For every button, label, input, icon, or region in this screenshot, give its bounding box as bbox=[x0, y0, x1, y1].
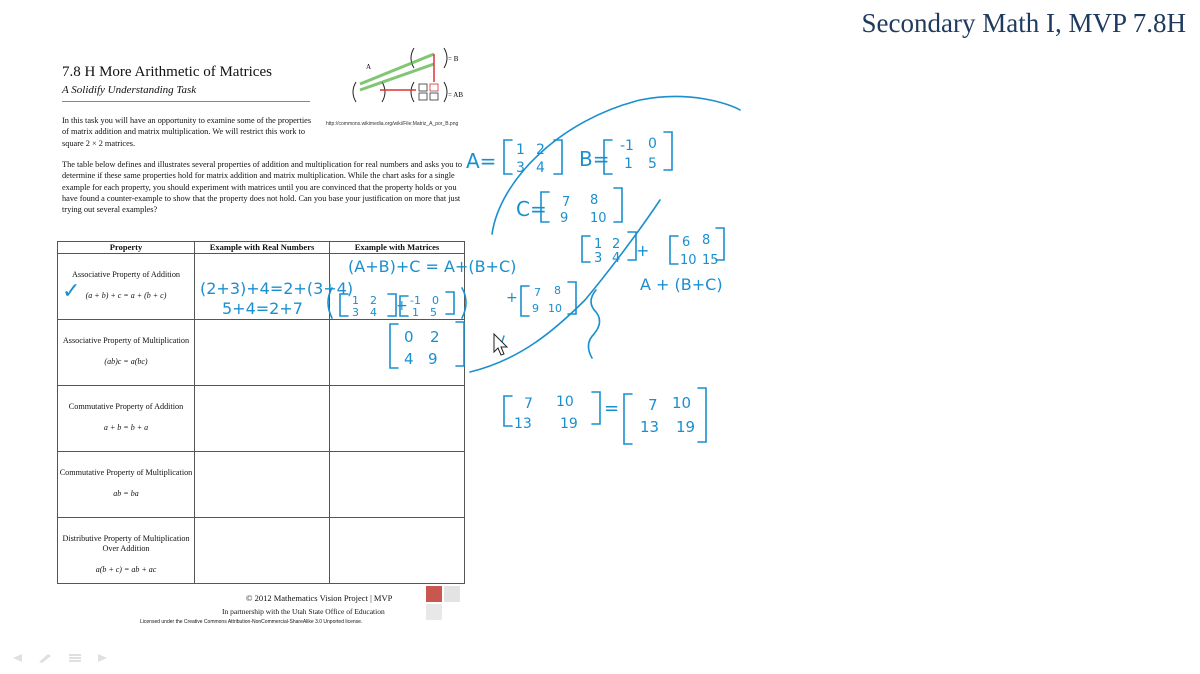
bc-matrix-a-11: 1 bbox=[594, 237, 603, 252]
ink-curve-top bbox=[492, 97, 740, 235]
table-row bbox=[58, 386, 465, 452]
real-example-cell bbox=[195, 518, 330, 584]
matrix-product-diagram bbox=[352, 42, 482, 114]
logo-square-red bbox=[426, 586, 442, 602]
title-divider bbox=[62, 101, 310, 102]
logo-square-light bbox=[426, 604, 442, 620]
def-c-label: C= bbox=[516, 197, 547, 221]
matrix-example-cell bbox=[330, 254, 465, 320]
row1-c-21: 9 bbox=[532, 302, 539, 315]
property-name: Distributive Property of Multiplication Over Addition bbox=[62, 534, 190, 553]
intro-paragraph: In this task you will have an opportunity to examine some of the properties of matrix addition and matrix multiplication. We will restrict this work to square 2 × 2 matrices. bbox=[62, 116, 312, 148]
row1-a-11: 1 bbox=[352, 294, 359, 307]
matrix-bc-11: 6 bbox=[682, 235, 691, 250]
header-matrices: Example with Matrices bbox=[330, 242, 465, 254]
bc-matrix-a-21: 3 bbox=[594, 251, 603, 266]
property-cell bbox=[58, 320, 195, 386]
diagram-label-ab: = AB bbox=[448, 91, 464, 99]
diagram-label-b: = B bbox=[448, 55, 459, 63]
image-credit: http://commons.wikimedia.org/wiki/File:Matriz_A_por_B.png bbox=[326, 121, 459, 127]
row1-b-12: 0 bbox=[432, 294, 439, 307]
checkmark-icon: ✓ bbox=[62, 279, 81, 304]
property-formula: a + b = b + a bbox=[103, 423, 149, 432]
document-title: 7.8 H More Arithmetic of Matrices bbox=[62, 64, 272, 80]
result-right-22: 19 bbox=[676, 418, 696, 436]
property-cell bbox=[58, 452, 195, 518]
matrix-c-22: 10 bbox=[590, 211, 607, 226]
matrix-example-cell bbox=[330, 452, 465, 518]
property-name: Commutative Property of Addition bbox=[68, 402, 184, 411]
footer-license: Licensed under the Creative Commons Attribution-NonCommercial-ShareAlike 3.0 Unported license. bbox=[140, 619, 363, 625]
real-example-line2: 5+4=2+7 bbox=[222, 299, 303, 318]
row1-b-22: 5 bbox=[430, 306, 437, 319]
matrix-c-11: 7 bbox=[562, 195, 571, 210]
property-formula: ab = ba bbox=[113, 489, 139, 498]
property-formula: a(b + c) = ab + ac bbox=[95, 565, 157, 574]
matrix-example-cell bbox=[330, 386, 465, 452]
real-example-line1: (2+3)+4=2+(3+4) bbox=[200, 279, 354, 298]
prev-slide-icon[interactable] bbox=[10, 650, 24, 660]
result-left-11: 7 bbox=[524, 396, 533, 412]
matrix-example-cell bbox=[330, 320, 465, 386]
sum-ab-21: 4 bbox=[404, 350, 414, 368]
bc-matrix-a-22: 4 bbox=[612, 251, 621, 266]
real-example-cell bbox=[195, 320, 330, 386]
table-header-row bbox=[58, 242, 465, 254]
result-left-21: 13 bbox=[514, 416, 532, 432]
instructions-paragraph: The table below defines and illustrates several properties of addition and multiplication for real numbers and asks you to determine if these same properties hold for matrix addition and matrix multiplication. While the chart asks for a single example for each property, you should experiment with matrices until you are convinced that the property holds or you have found a counter-example to show that the property does not hold. Can you base your justification on more that just trying out several examples? bbox=[62, 160, 462, 215]
row1-c-12: 8 bbox=[554, 284, 561, 297]
table-row bbox=[58, 320, 465, 386]
next-slide-icon[interactable] bbox=[96, 650, 110, 660]
ink-brace bbox=[588, 290, 599, 358]
matrix-c-21: 9 bbox=[560, 211, 569, 226]
table-row bbox=[58, 518, 465, 584]
ink-curve-mid bbox=[470, 200, 660, 372]
matrix-a-11: 1 bbox=[516, 142, 525, 158]
row1-b-11: -1 bbox=[410, 294, 421, 307]
row1-c-11: 7 bbox=[534, 286, 541, 299]
matrix-b-12: 0 bbox=[648, 136, 657, 152]
matrix-b-11: -1 bbox=[620, 138, 634, 154]
row1-a-12: 2 bbox=[370, 294, 377, 307]
matrix-bc-21: 10 bbox=[680, 253, 697, 268]
course-title: Secondary Math I, MVP 7.8H bbox=[861, 8, 1186, 38]
properties-table bbox=[57, 241, 465, 584]
property-formula: (a + b) + c = a + (b + c) bbox=[85, 291, 167, 300]
diagram-label-a: A bbox=[366, 63, 372, 71]
document-subtitle: A Solidify Understanding Task bbox=[62, 84, 197, 96]
footer-partnership: In partnership with the Utah State Office of Education bbox=[222, 607, 385, 616]
matrix-a-12: 2 bbox=[536, 142, 545, 158]
menu-icon[interactable] bbox=[68, 650, 82, 660]
row1-c-22: 10 bbox=[548, 302, 562, 315]
assoc-equation: (A+B)+C = A+(B+C) bbox=[348, 257, 517, 276]
sum-ab-11: 0 bbox=[404, 328, 414, 346]
real-example-cell bbox=[195, 386, 330, 452]
footer-copyright: © 2012 Mathematics Vision Project | MVP bbox=[246, 593, 393, 603]
result-left-12: 10 bbox=[556, 394, 574, 410]
property-formula: (ab)c = a(bc) bbox=[104, 357, 148, 366]
row1-plus1: + bbox=[396, 298, 408, 314]
property-name: Commutative Property of Multiplication bbox=[59, 468, 193, 477]
sum-ab-12: 2 bbox=[430, 328, 440, 346]
matrix-c-12: 8 bbox=[590, 193, 599, 208]
row1-plus2: + bbox=[506, 290, 518, 306]
matrix-a-21: 3 bbox=[516, 160, 525, 176]
result-left-22: 19 bbox=[560, 416, 578, 432]
row1-a-21: 3 bbox=[352, 306, 359, 319]
property-name: Associative Property of Addition bbox=[71, 270, 181, 279]
pen-tool-icon[interactable] bbox=[38, 650, 52, 660]
header-real-numbers: Example with Real Numbers bbox=[195, 242, 330, 254]
result-right-12: 10 bbox=[672, 394, 692, 412]
logo-square-gray bbox=[444, 586, 460, 602]
header-property: Property bbox=[58, 242, 195, 254]
result-right-11: 7 bbox=[648, 396, 658, 414]
matrix-b-21: 1 bbox=[624, 156, 633, 172]
property-cell bbox=[58, 518, 195, 584]
mouse-cursor-icon bbox=[494, 334, 507, 355]
a-plus-bc: A + (B+C) bbox=[640, 275, 723, 294]
property-cell bbox=[58, 254, 195, 320]
row1-b-21: 1 bbox=[412, 306, 419, 319]
real-example-cell bbox=[195, 254, 330, 320]
matrix-a-22: 4 bbox=[536, 160, 545, 176]
bc-plus: + bbox=[636, 241, 650, 260]
table-row bbox=[58, 254, 465, 320]
matrix-bc-12: 8 bbox=[702, 233, 711, 248]
real-example-cell bbox=[195, 452, 330, 518]
matrix-b-22: 5 bbox=[648, 156, 657, 172]
property-name: Associative Property of Multiplication bbox=[62, 336, 190, 345]
matrix-example-cell bbox=[330, 518, 465, 584]
sum-ab-22: 9 bbox=[428, 350, 438, 368]
def-a-label: A= bbox=[466, 149, 497, 173]
table-row bbox=[58, 452, 465, 518]
property-cell bbox=[58, 386, 195, 452]
result-equals: = bbox=[604, 398, 620, 419]
bc-matrix-a-12: 2 bbox=[612, 237, 621, 252]
row1-a-22: 4 bbox=[370, 306, 377, 319]
matrix-bc-22: 15 bbox=[702, 253, 719, 268]
def-b-label: B= bbox=[579, 147, 610, 171]
result-right-21: 13 bbox=[640, 418, 660, 436]
